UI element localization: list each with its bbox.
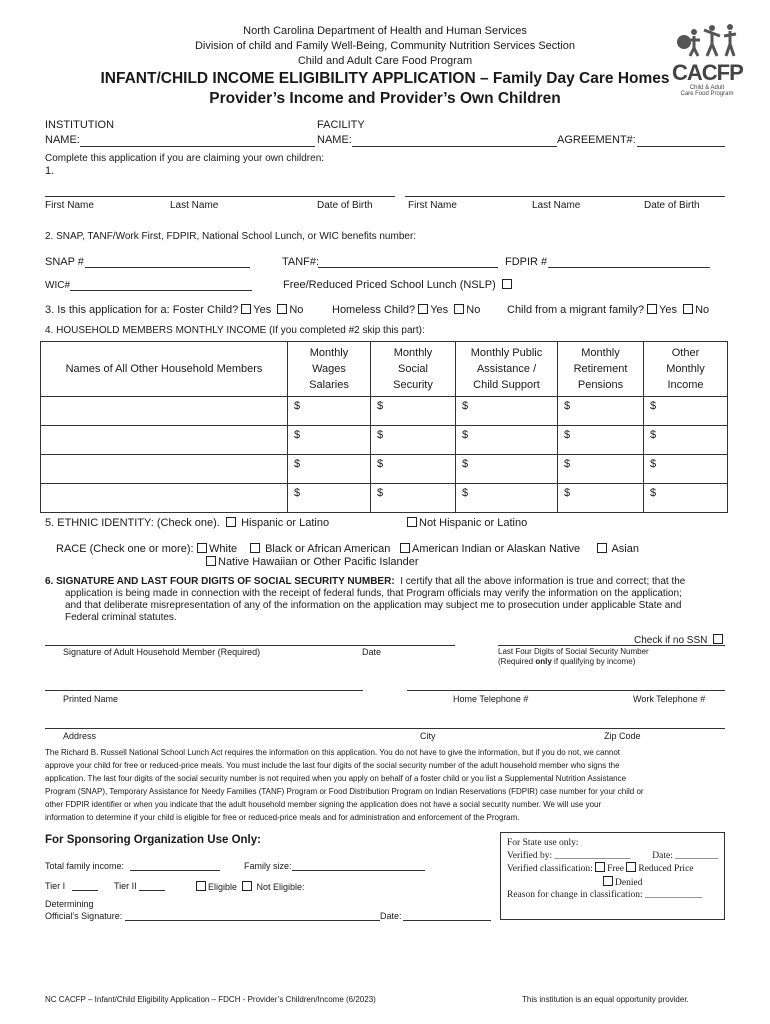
social-security-cell[interactable]: $ xyxy=(371,426,456,455)
tier1-label: Tier I xyxy=(45,881,66,891)
city-label: City xyxy=(420,731,436,741)
last-name-label: Last Name xyxy=(170,200,219,211)
cacfp-logo xyxy=(672,22,742,100)
table-row xyxy=(41,455,728,484)
logo-sub1: Child & Adult xyxy=(689,85,725,91)
sig-date-label: Date xyxy=(362,647,382,657)
section6-line3: and that deliberate misrepresentation of any of the information on the application may subject me to prosecution under applicable State and xyxy=(65,600,682,611)
section1-number: 1. xyxy=(45,165,55,177)
footer-form-id: NC CACFP – Infant/Child Eligibility Application – FDCH - Provider’s Children/Income (6/2023) xyxy=(45,995,376,1004)
notice-line5: other FDPIR identifier or when you indicate that the adult household member signing the application does not have a social security number. We will use your xyxy=(45,800,602,809)
no-ssn-option[interactable]: Check if no SSN xyxy=(634,634,725,646)
household-income-table xyxy=(40,341,728,513)
retirement-cell[interactable]: $ xyxy=(558,484,644,513)
foster-yes-checkbox[interactable] xyxy=(241,304,251,314)
family-size-field[interactable] xyxy=(292,870,425,871)
wages-cell[interactable]: $ xyxy=(288,455,371,484)
section6-line4: Federal criminal statutes. xyxy=(65,612,177,623)
not-eligible-option[interactable]: Not Eligible: xyxy=(242,881,305,892)
institution-name-label: NAME: xyxy=(45,134,80,146)
zip-label: Zip Code xyxy=(604,731,641,741)
notice-line1: The Richard B. Russell National School Lunch Act requires the information on this application. You do not have to give the information, but if you do not, we cannot xyxy=(45,748,621,757)
tanf-label: TANF#: xyxy=(282,256,320,268)
facility-name-field[interactable] xyxy=(352,146,557,147)
social-security-cell[interactable]: $ xyxy=(371,397,456,426)
member-name-cell[interactable] xyxy=(41,426,288,455)
migrant-no-checkbox[interactable] xyxy=(683,304,693,314)
table-row xyxy=(41,426,728,455)
wages-cell[interactable]: $ xyxy=(288,426,371,455)
social-security-column-header: Monthly Social Security xyxy=(371,342,456,397)
member-name-cell[interactable] xyxy=(41,484,288,513)
official-date-field[interactable] xyxy=(403,920,491,921)
institution-label: INSTITUTION xyxy=(45,119,115,131)
section4-heading: 4. HOUSEHOLD MEMBERS MONTHLY INCOME (If you completed #2 skip this part): xyxy=(45,325,425,336)
native-american-option[interactable]: American Indian or Alaskan Native xyxy=(400,543,580,555)
other-income-cell[interactable]: $ xyxy=(644,484,728,513)
notice-line3: application. The last four digits of the social security number is not required when you apply on behalf of a foster child or you list a Supplemental Nutrition Assistance xyxy=(45,774,627,783)
migrant-question: Child from a migrant family? Yes No xyxy=(507,304,710,316)
agreement-label: AGREEMENT#: xyxy=(557,134,636,146)
child1-field[interactable] xyxy=(45,196,395,197)
printed-name-label: Printed Name xyxy=(63,694,119,704)
signature-label: Signature of Adult Household Member (Required) xyxy=(63,647,261,657)
public-assistance-cell[interactable]: $ xyxy=(456,426,558,455)
native-american-checkbox[interactable] xyxy=(400,543,410,553)
no-ssn-checkbox[interactable] xyxy=(713,634,723,644)
family-size-label: Family size: xyxy=(244,861,292,871)
total-income-field[interactable] xyxy=(130,870,220,871)
not-hispanic-option[interactable]: Not Hispanic or Latino xyxy=(407,517,527,529)
race-label: RACE (Check one or more): xyxy=(56,543,194,555)
homeless-yes-checkbox[interactable] xyxy=(418,304,428,314)
retirement-cell[interactable]: $ xyxy=(558,455,644,484)
figures-icon xyxy=(672,22,742,58)
last-name-label-2: Last Name xyxy=(532,200,581,211)
snap-label: SNAP # xyxy=(45,256,84,268)
social-security-cell[interactable]: $ xyxy=(371,484,456,513)
logo-text: CACFP xyxy=(672,60,743,85)
asian-option[interactable]: Asian xyxy=(597,543,639,555)
section6-line2: application is being made in connection with the receipt of federal funds, that Program officials may verify the information on the application; xyxy=(65,588,682,599)
address-field[interactable] xyxy=(45,728,725,729)
determining-label: Determining xyxy=(45,899,94,909)
wages-cell[interactable]: $ xyxy=(288,484,371,513)
address-label: Address xyxy=(63,731,97,741)
black-option[interactable]: Black or African American xyxy=(250,543,390,555)
ssn-label: Last Four Digits of Social Security Number xyxy=(498,647,649,656)
tier2-label: Tier II xyxy=(114,881,137,891)
facility-label: FACILITY xyxy=(317,119,365,131)
white-option[interactable]: White xyxy=(197,543,237,555)
not-hispanic-checkbox[interactable] xyxy=(407,517,417,527)
member-name-cell[interactable] xyxy=(41,455,288,484)
sponsor-heading: For Sponsoring Organization Use Only: xyxy=(45,834,261,846)
notice-line4: Program (SNAP), Temporary Assistance for Needy Families (TANF) Program or Food Distribution Program on Indian Reservations (FDPIR) case number for your child or xyxy=(45,787,644,796)
white-checkbox[interactable] xyxy=(197,543,207,553)
state-use-heading: For State use only: xyxy=(507,838,579,848)
hawaiian-option[interactable]: Native Hawaiian or Other Pacific Islander xyxy=(206,556,419,568)
classification-row: Verified classification: Free Reduced Price xyxy=(507,864,694,874)
verified-by-row: Verified by: ________________ Date: _________ xyxy=(507,850,718,861)
hispanic-option[interactable]: Hispanic or Latino xyxy=(226,517,329,529)
total-income-label: Total family income: xyxy=(45,861,125,871)
section2-heading: 2. SNAP, TANF/Work First, FDPIR, National School Lunch, or WIC benefits number: xyxy=(45,231,417,242)
names-column-header: Names of All Other Household Members xyxy=(41,342,288,397)
free-checkbox[interactable] xyxy=(595,862,605,872)
public-assistance-cell[interactable]: $ xyxy=(456,397,558,426)
public-assistance-cell[interactable]: $ xyxy=(456,484,558,513)
facility-name-label: NAME: xyxy=(317,134,352,146)
black-checkbox[interactable] xyxy=(250,543,260,553)
telephone-field[interactable] xyxy=(407,690,725,691)
tanf-field[interactable] xyxy=(318,267,498,268)
hawaiian-checkbox[interactable] xyxy=(206,556,216,566)
first-name-label-2: First Name xyxy=(408,200,457,211)
wages-column-header: Monthly Wages Salaries xyxy=(288,342,371,397)
social-security-cell[interactable]: $ xyxy=(371,455,456,484)
footer-equal-opportunity: This institution is an equal opportunity provider. xyxy=(522,995,689,1004)
foster-no-checkbox[interactable] xyxy=(277,304,287,314)
public-assistance-cell[interactable]: $ xyxy=(456,455,558,484)
other-income-cell[interactable]: $ xyxy=(644,455,728,484)
signature-field[interactable] xyxy=(45,645,455,646)
dob-label-2: Date of Birth xyxy=(644,200,700,211)
division-line: Division of child and Family Well-Being, Community Nutrition Services Section xyxy=(194,40,576,52)
notice-line2: approve your child for free or reduced-price meals. You must include the last four digits of the social security number of the adult household member who signs the xyxy=(45,761,620,770)
reduced-checkbox[interactable] xyxy=(626,862,636,872)
denied-checkbox[interactable] xyxy=(603,876,613,886)
form-subtitle: Provider’s Income and Provider’s Own Children xyxy=(209,90,561,107)
table-row xyxy=(41,397,728,426)
other-income-cell[interactable]: $ xyxy=(644,426,728,455)
wic-field[interactable] xyxy=(70,290,252,291)
tier2-field[interactable] xyxy=(139,890,165,891)
official-signature-field[interactable] xyxy=(125,920,380,921)
first-name-label: First Name xyxy=(45,200,94,211)
ethnic-identity-label: 5. ETHNIC IDENTITY: (Check one). xyxy=(45,517,220,529)
member-name-cell[interactable] xyxy=(41,397,288,426)
retirement-cell[interactable]: $ xyxy=(558,397,644,426)
ssn-note: (Required only if qualifying by income) xyxy=(498,657,636,666)
nslp-checkbox[interactable] xyxy=(502,279,512,289)
wic-label: WIC# xyxy=(45,280,70,291)
not-eligible-checkbox[interactable] xyxy=(242,881,252,891)
eligible-option[interactable]: Eligible xyxy=(196,881,237,892)
other-income-column-header: Other Monthly Income xyxy=(644,342,728,397)
agency-line: North Carolina Department of Health and Human Services xyxy=(243,25,527,37)
section6-line1: 6. SIGNATURE AND LAST FOUR DIGITS OF SOCIAL SECURITY NUMBER: I certify that all the above information is true and correct; that the xyxy=(45,576,686,587)
fdpir-label: FDPIR # xyxy=(505,256,548,268)
agreement-field[interactable] xyxy=(637,146,725,147)
tier1-field[interactable] xyxy=(72,890,98,891)
snap-field[interactable] xyxy=(85,267,250,268)
dob-label: Date of Birth xyxy=(317,200,373,211)
foster-question: 3. Is this application for a: Foster Child? Yes No xyxy=(45,304,304,316)
homeless-question: Homeless Child? Yes No xyxy=(332,304,481,316)
printed-name-field[interactable] xyxy=(45,690,363,691)
table-row xyxy=(41,484,728,513)
program-line: Child and Adult Care Food Program xyxy=(297,55,473,67)
other-income-cell[interactable]: $ xyxy=(644,397,728,426)
section1-intro: Complete this application if you are claiming your own children: xyxy=(45,153,325,164)
fdpir-field[interactable] xyxy=(548,267,710,268)
notice-line6: information to determine if your child is eligible for free or reduced-price meals and for administration and enforcement of the Program. xyxy=(45,813,520,822)
public-assistance-column-header: Monthly Public Assistance / Child Support xyxy=(456,342,558,397)
denied-row: Denied xyxy=(507,876,718,890)
retirement-column-header: Monthly Retirement Pensions xyxy=(558,342,644,397)
official-date-label: Date: xyxy=(380,911,402,921)
homeless-no-checkbox[interactable] xyxy=(454,304,464,314)
state-use-box xyxy=(500,832,725,920)
asian-checkbox[interactable] xyxy=(597,543,607,553)
reason-row: Reason for change in classification: ____________ xyxy=(507,890,702,900)
eligible-checkbox[interactable] xyxy=(196,881,206,891)
work-telephone-label: Work Telephone # xyxy=(633,694,706,704)
nslp-label: Free/Reduced Priced School Lunch (NSLP) xyxy=(283,279,514,291)
hispanic-checkbox[interactable] xyxy=(226,517,236,527)
form-title: INFANT/CHILD INCOME ELIGIBILITY APPLICATION – Family Day Care Homes xyxy=(100,70,670,87)
migrant-yes-checkbox[interactable] xyxy=(647,304,657,314)
logo-sub2: Care Food Program xyxy=(680,91,734,97)
institution-name-field[interactable] xyxy=(80,146,315,147)
wages-cell[interactable]: $ xyxy=(288,397,371,426)
retirement-cell[interactable]: $ xyxy=(558,426,644,455)
child2-field[interactable] xyxy=(405,196,725,197)
home-telephone-label: Home Telephone # xyxy=(453,694,529,704)
official-signature-label: Official’s Signature: xyxy=(45,911,123,921)
